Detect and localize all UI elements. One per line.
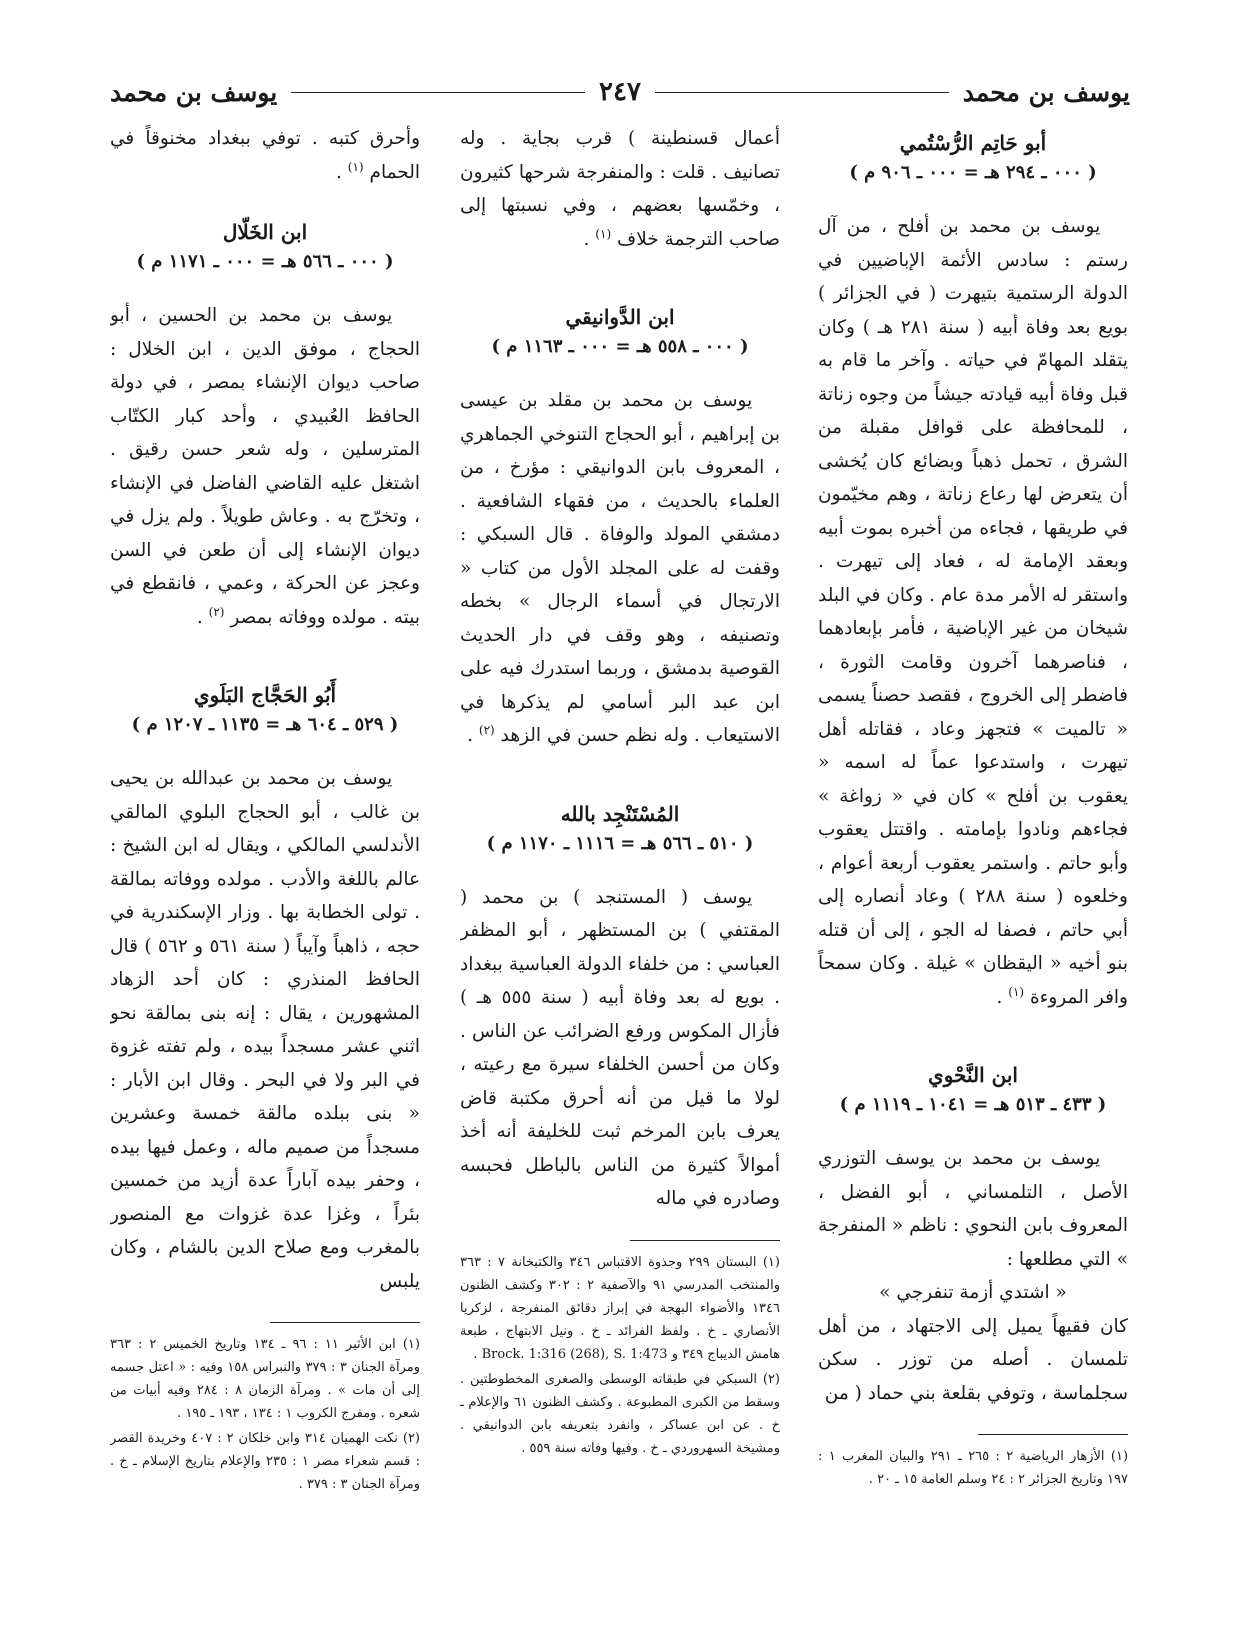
- entry-text: يوسف بن محمد بن عبدالله بن يحيى بن غالب ، أبو الحجاج البلوي المالقي الأندلسي المالكي ، ويقال له ابن الشيخ : عالم باللغة والأدب . مولده ووفاته بمالقة . تولى الخطابة بها . وزار الإسكندرية في حجه ، ذاهباً وآيباً ( سنة ٥٦١ و ٥٦٢ ) قال الحافظ المنذري : كان أحد الزهاد المشهورين ، يقال : إنه بنى بمالقة نحو اثني عشر مسجداً بيده ، ولم تفته غزوة في البر ولا في البحر . وقال ابن الأبار : « بنى ببلده مالقة خمسة وعشرين مسجداً من صميم ماله ، وعمل فيها بيده ، وحفر بيده آباراً عدة أزيد من خمسين بئراً ، وغزا عدة غزوات مع المنصور بالمغرب ومع صلاح الدين بالشام ، وكان يلبس: [110, 768, 420, 1292]
- running-title-left: يوسف بن محمد: [110, 77, 278, 107]
- column-left: [110, 122, 420, 1542]
- footnote: (١) ابن الأثير ١١ : ٩٦ ـ ١٣٤ وتاريخ الخميس ٢ : ٣٦٣ ومرآة الجنان ٣ : ٣٧٩ والنبراس ١٥٨ وفيه : « اعتل جسمه إلى أن مات » . ومرآة الزمان ٨ : ٢٨٤ وفيه أبيات من شعره . ومفرج الكروب ١ : ١٣٤ ، ١٩٣ ـ ١٩٥ .: [110, 1337, 420, 1421]
- entry-text: يوسف بن محمد بن الحسين ، أبو الحجاج ، موفق الدين ، ابن الخلال : صاحب ديوان الإنشاء بمصر ، في دولة الحافظ العُبيدي ، وأحد كبار الكتّاب المترسلين ، وله شعر حسن رقيق . اشتغل عليه القاضي الفاضل في الإنشاء ، وتخرّج به . وعاش طويلاً . ولم يزل في ديوان الإنشاء إلى أن طعن في السن وعجز عن الحركة ، وعمي ، فانقطع في بيته . مولده ووفاته بمصر $^{(٢)}$ .: [110, 305, 420, 628]
- entry-text-body: يوسف بن محمد بن الحسين ، أبو الحجاج ، موفق الدين ، ابن الخلال : صاحب ديوان الإنشاء بمصر ، في دولة الحافظ العُبيدي ، وأحد كبار الكتّاب المترسلين ، وله شعر حسن رقيق . اشتغل عليه القاضي الفاضل في الإنشاء ، وتخرّج به . وعاش طويلاً . ولم يزل في ديوان الإنشاء إلى أن طعن في السن وعجز عن الحركة ، وعمي ، فانقطع في بيته . مولده ووفاته بمصر: [110, 305, 420, 628]
- entry-dates: ( ٤٣٣ ـ ٥١٣ هـ = ١٠٤١ ـ ١١١٩ م ): [839, 1094, 1107, 1115]
- entry-text: يوسف بن محمد بن يوسف التوزري الأصل ، التلمساني ، أبو الفضل ، المعروف بابن النحوي : ناظم « المنفرجة » التي مطلعها :: [818, 1148, 1128, 1270]
- entry-title: ابن الخَلّال: [222, 220, 308, 244]
- entry-dates: ( ٠٠٠ ـ ٥٥٨ هـ = ٠٠٠ ـ ١١٦٣ م ): [491, 336, 749, 357]
- footnote-ref: (٢): [208, 604, 225, 619]
- entry-dates: ( ٥١٠ ـ ٥٦٦ هـ = ١١١٦ ـ ١١٧٠ م ): [486, 832, 754, 854]
- continued-text-body: وأحرق كتبه . توفي ببغداد مخنوقاً في الحمام: [110, 128, 420, 183]
- entry-text: يوسف بن محمد بن مقلد بن عيسى بن إبراهيم ، أبو الحجاج التنوخي الجماهري ، المعروف بابن الدوانيقي : مؤرخ ، من العلماء بالحديث ، من فقهاء الشافعية . دمشقي المولد والوفاة . قال السبكي : وقفت له على المجلد الأول من كتاب « الارتجال في أسماء الرجال » بخطه وتصنيفه ، وهو وقف في دار الحديث القوصية بدمشق ، وربما استدرك فيه على ابن عبد البر أسامي لم يذكرها في الاستيعاب . وله نظم حسن في الزهد $^{(٢)}$ .: [460, 390, 780, 746]
- entry-text-body: يوسف بن محمد بن أفلح ، من آل رستم : سادس الأئمة الإباضيين في الدولة الرستمية بتيهرت ( في الجزائر ) بويع بعد وفاة أبيه ( سنة ٢٨١ هـ ) وكان يتقلد المهامّ في حياته . وآخر ما قام به قبل وفاة أبيه قيادته جيشاً من وجوه زناتة ، للمحافظة على قوافل مقبلة من الشرق ، تحمل ذهباً وبضائع كان يُخشى أن يتعرض لها رعاع زناتة ، وهم مخيّمون في طريقها ، فجاءه من أخبره بموت أبيه وبعقد الإمامة له ، فعاد إلى تيهرت . واستقر له الأمر مدة عام . وكان في البلد شيخان من غير الإباضية ، فأمر بإبعادهما ، فناصرهما آخرون وقامت الثورة ، فاضطر إلى الخروج ، فقصد حصناً يسمى « تالميت » فتجهز وعاد ، فقاتله أهل تيهرت ، واستدعوا عماً له اسمه « يعقوب بن أفلح » كان في « زواغة » فجاءهم ونادوا بإمامته . واقتتل يعقوب وأبو حاتم . واستمر يعقوب أربعة أعوام ، وخلعوه ( سنة ٢٨٨ ) وعاد أنصاره إلى أبي حاتم ، فصفا له الجو ، إلى أن قتله بنو أخيه « اليقظان » غيلة . وكان سمحاً وافر المروءة: [818, 216, 1128, 1008]
- entry-title: أَبُو الحَجَّاج البَلَوي: [193, 683, 337, 707]
- continued-text-body: أعمال قسنطينة ) قرب بجاية . وله تصانيف . قلت : والمنفرجة شرحها كثيرون ، وخمّسها بعضهم ، وفي نسبتها إلى صاحب الترجمة خلاف: [460, 128, 780, 250]
- footnote-rule: [630, 1240, 780, 1241]
- footnote: (٢) نكت الهميان ٣١٤ وابن خلكان ٢ : ٤٠٧ وخريدة القصر : قسم شعراء مصر ١ : ٢٣٥ والإعلام بتاريخ الإسلام ـ خ . ومرآة الجنان ٣ : ٣٧٩ .: [110, 1431, 420, 1492]
- entry-text: يوسف بن محمد بن أفلح ، من آل رستم : سادس الأئمة الإباضيين في الدولة الرستمية بتيهرت ( في الجزائر ) بويع بعد وفاة أبيه ( سنة ٢٨١ هـ ) وكان يتقلد المهامّ في حياته . وآخر ما قام به قبل وفاة أبيه قيادته جيشاً من وجوه زناتة ، للمحافظة على قوافل مقبلة من الشرق ، تحمل ذهباً وبضائع كان يُخشى أن يتعرض لها رعاع زناتة ، وهم مخيّمون في طريقها ، فجاءه من أخبره بموت أبيه وبعقد الإمامة له ، فعاد إلى تيهرت . واستقر له الأمر مدة عام . وكان في البلد شيخان من غير الإباضية ، فأمر بإبعادهما ، فناصرهما آخرون وقامت الثورة ، فاضطر إلى الخروج ، فقصد حصناً يسمى « تالميت » فتجهز وعاد ، فقاتله أهل تيهرت ، واستدعوا عماً له اسمه « يعقوب بن أفلح » كان في « زواغة » فجاءهم ونادوا بإمامته . واقتتل يعقوب وأبو حاتم . واستمر يعقوب أربعة أعوام ، وخلعوه ( سنة ٢٨٨ ) وعاد أنصاره إلى أبي حاتم ، فصفا له الجو ، إلى أن قتله بنو أخيه « اليقظان » غيلة . وكان سمحاً وافر المروءة $^{(١)}$ .: [818, 216, 1128, 1008]
- entry-text-continued: كان فقيهاً يميل إلى الاجتهاد ، من أهل تلمسان . أصله من توزر . سكن سجلماسة ، وتوفي بقلعة بني حماد ( من: [818, 1315, 1128, 1404]
- running-title-right: يوسف بن محمد: [962, 77, 1130, 107]
- continued-text: أعمال قسنطينة ) قرب بجاية . وله تصانيف . قلت : والمنفرجة شرحها كثيرون ، وخمّسها بعضهم ، وفي نسبتها إلى صاحب الترجمة خلاف $^{(١)}$ .: [460, 128, 780, 250]
- footnote-rule: [270, 1322, 420, 1323]
- entry-title: المُسْتَنْجِد بالله: [560, 801, 680, 826]
- entry-title: ابن النَّحْوي: [928, 1063, 1018, 1087]
- entry-title: ابن الدَّوانيقي: [565, 305, 675, 329]
- verse-line: « اشتدي أزمة تنفرجي »: [879, 1282, 1067, 1303]
- footnote-ref: (١): [1008, 984, 1025, 999]
- footnote-rule: [978, 1434, 1128, 1435]
- running-header: [110, 72, 1130, 112]
- entry-text: يوسف ( المستنجد ) بن محمد ( المقتفي ) بن المستظهر ، أبو المظفر العباسي : من خلفاء الدولة العباسية ببغداد . بويع له بعد وفاة أبيه ( سنة ٥٥٥ هـ ) فأزال المكوس ورفع الضرائب عن الناس . وكان من أحسن الخلفاء سيرة مع رعيته ، لولا ما قيل من أنه أحرق مكتبة قاض يعرف بابن المرخم ثبت للخليفة أنه أخذ أموالاً كثيرة من الناس بالباطل فحبسه وصادره في ماله: [460, 886, 780, 1209]
- header-rule-left: [291, 92, 585, 93]
- footnote: (١) البستان ٢٩٩ وجذوة الاقتباس ٣٤٦ والكتبخانة ٧ : ٣٦٣ والمنتخب المدرسي ٩١ والآصفية ٢ : ٣٠٢ وكشف الظنون ١٣٤٦ والأضواء البهجة في إبراز دقائق المنفرجة ، لزكريا الأنصاري ـ خ . ولفظ الفرائد ـ خ . ونيل الابتهاج ، طبعة هامش الديباج ٣٤٩ و Brock. 1:316 (268), S. 1:473 .: [460, 1254, 780, 1362]
- page-number: ٢٤٧: [599, 77, 641, 107]
- continued-text: وأحرق كتبه . توفي ببغداد مخنوقاً في الحمام $^{(١)}$ .: [110, 128, 420, 183]
- entry-text-body: يوسف بن محمد بن مقلد بن عيسى بن إبراهيم ، أبو الحجاج التنوخي الجماهري ، المعروف بابن الدوانيقي : مؤرخ ، من العلماء بالحديث ، من فقهاء الشافعية . دمشقي المولد والوفاة . قال السبكي : وقفت له على المجلد الأول من كتاب « الارتجال في أسماء الرجال » بخطه وتصنيفه ، وهو وقف في دار الحديث القوصية بدمشق ، وربما استدرك فيه على ابن عبد البر أسامي لم يذكرها في الاستيعاب . وله نظم حسن في الزهد: [460, 390, 780, 746]
- footnote: (٢) السبكي في طبقاته الوسطى والصغرى المخطوطتين . وسقط من الكبرى المطبوعة . وكشف الظنون ٦١ والإعلام ـ خ . عن ابن عساكر ، وانفرد بتعريفه بابن الدوانيقي . ومشيخة السهروردي ـ خ . وفيها وفاته سنة ٥٥٩ .: [460, 1371, 780, 1456]
- footnote-ref: (٢): [478, 722, 495, 737]
- entry-dates: ( ٥٢٩ ـ ٦٠٤ هـ = ١١٣٥ ـ ١٢٠٧ م ): [131, 714, 399, 735]
- column-right: [818, 122, 1128, 1542]
- footnote: (١) الأزهار الرياضية ٢ : ٢٦٥ ـ ٢٩١ والبيان المغرب ١ : ١٩٧ وتاريخ الجزائر ٢ : ٢٤ وسلم العامة ١٥ ـ ٢٠ .: [818, 1449, 1128, 1487]
- entry-title: أبو حَاتِم الرُّسْتُمي: [899, 131, 1047, 155]
- column-middle: [460, 122, 780, 1542]
- header-rule-right: [655, 92, 949, 93]
- entry-dates: ( ٠٠٠ ـ ٥٦٦ هـ = ٠٠٠ ـ ١١٧١ م ): [136, 251, 394, 272]
- footnote-ref: (١): [595, 226, 612, 241]
- entry-dates: ( ٠٠٠ ـ ٢٩٤ هـ = ٠٠٠ ـ ٩٠٦ م ): [849, 162, 1097, 183]
- footnote-ref: (١): [347, 159, 364, 174]
